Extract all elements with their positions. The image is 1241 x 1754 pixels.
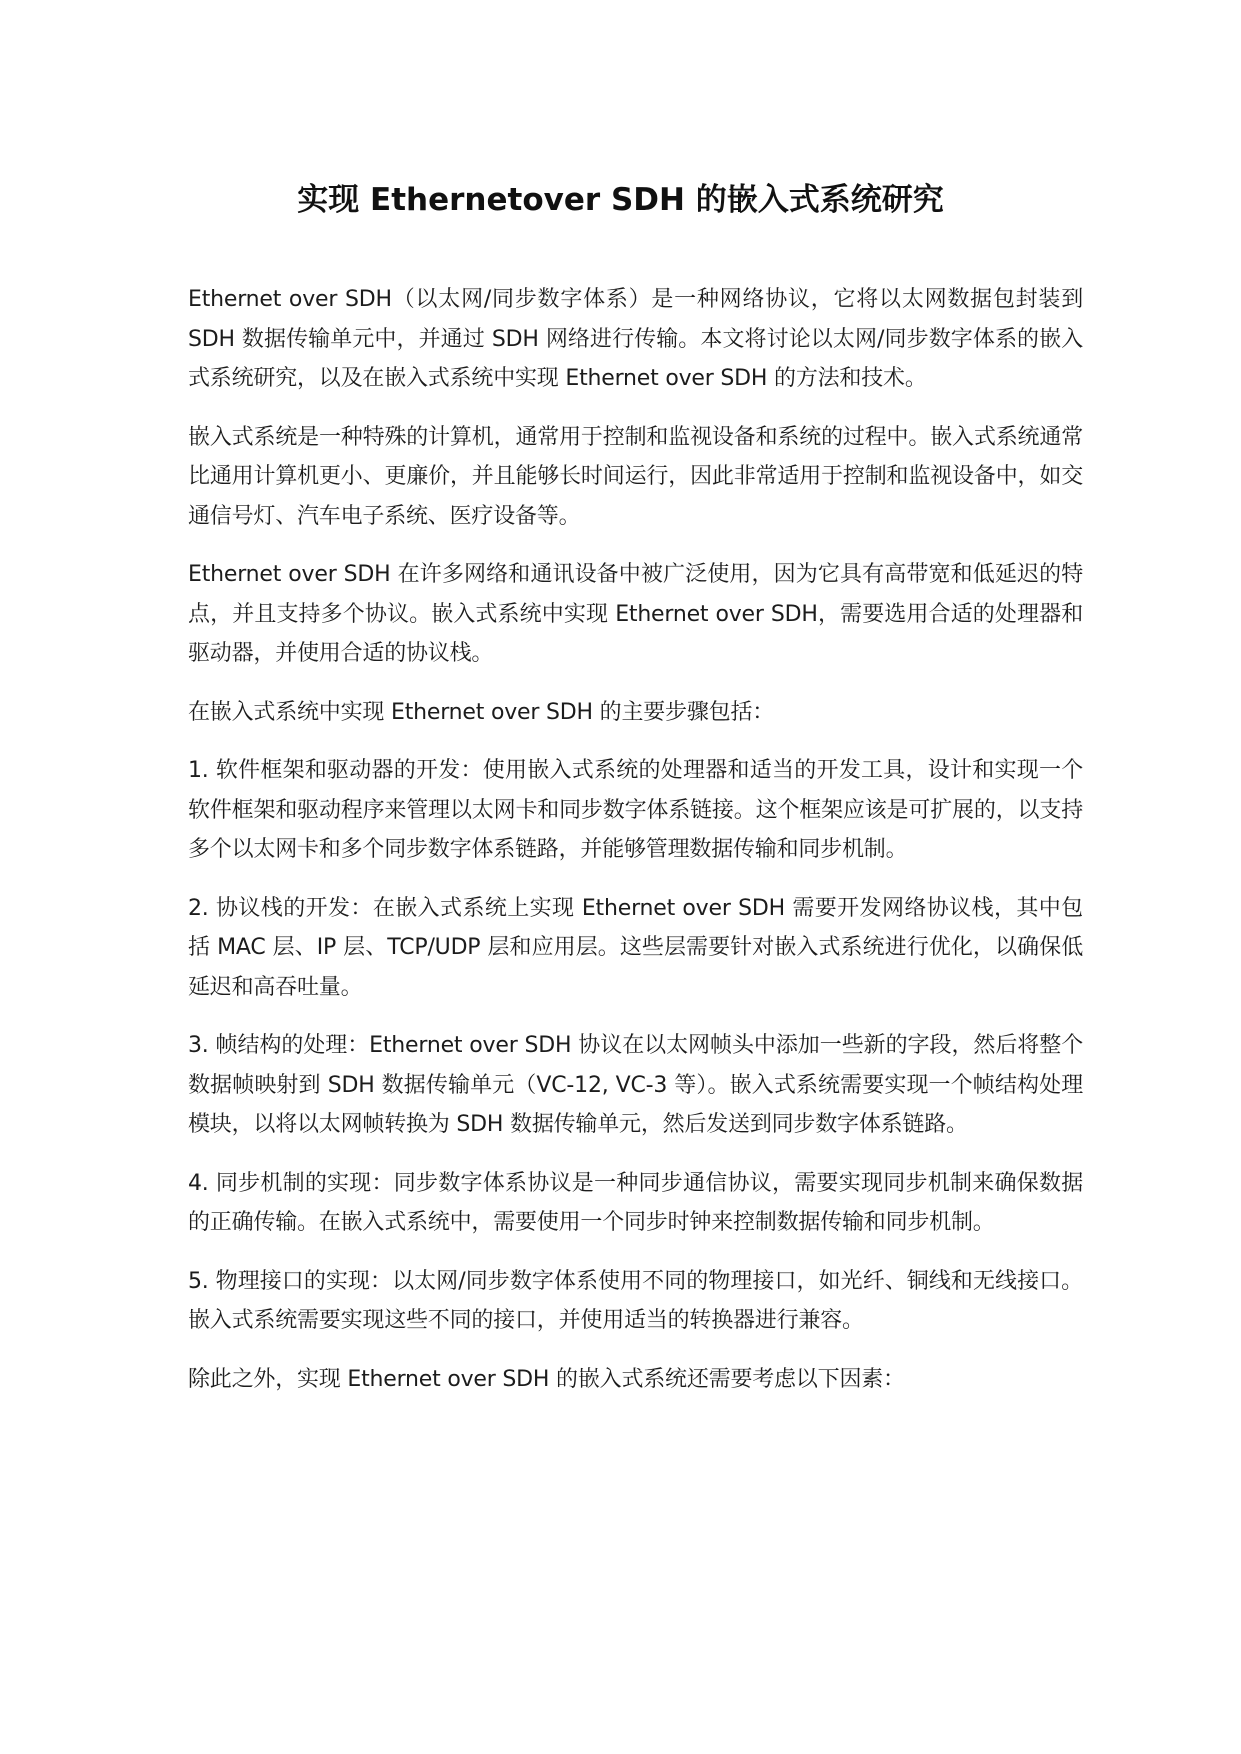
paragraph-step-3: 3. 帧结构的处理：Ethernet over SDH 协议在以太网帧头中添加一些新的字段，然后将整个数据帧映射到 SDH 数据传输单元（VC-12, VC-3 等）。嵌入式系统需要实现一个帧结构处理模块，以将以太网帧转换为 SDH 数据传输单元，然后发送到同步数字体系链路。 xyxy=(188,1033,1083,1137)
paragraph-intro: Ethernet over SDH（以太网/同步数字体系）是一种网络协议，它将以太网数据包封装到 SDH 数据传输单元中，并通过 SDH 网络进行传输。本文将讨论以太网/同步数字体系的嵌入式系统研究，以及在嵌入式系统中实现 Ethernet over SDH 的方法和技术。 xyxy=(188,287,1083,391)
paragraph-steps-intro: 在嵌入式系统中实现 Ethernet over SDH 的主要步骤包括： xyxy=(188,699,775,725)
paragraph-usage: Ethernet over SDH 在许多网络和通讯设备中被广泛使用，因为它具有高带宽和低延迟的特点，并且支持多个协议。嵌入式系统中实现 Ethernet over SDH，需要选用合适的处理器和驱动器，并使用合适的协议栈。 xyxy=(188,562,1083,666)
paragraph-other-factors: 除此之外，实现 Ethernet over SDH 的嵌入式系统还需要考虑以下因素： xyxy=(188,1366,905,1392)
paragraph-step-5: 5. 物理接口的实现：以太网/同步数字体系使用不同的物理接口，如光纤、铜线和无线接口。嵌入式系统需要实现这些不同的接口，并使用适当的转换器进行兼容。 xyxy=(188,1268,1083,1333)
paragraph-embedded-systems: 嵌入式系统是一种特殊的计算机，通常用于控制和监视设备和系统的过程中。嵌入式系统通常比通用计算机更小、更廉价，并且能够长时间运行，因此非常适用于控制和监视设备中，如交通信号灯、汽车电子系统、医疗设备等。 xyxy=(188,424,1083,529)
paragraph-step-2: 2. 协议栈的开发：在嵌入式系统上实现 Ethernet over SDH 需要开发网络协议栈，其中包括 MAC 层、IP 层、TCP/UDP 层和应用层。这些层需要针对嵌入式系统进行优化，以确保低延迟和高吞吐量。 xyxy=(188,895,1083,1000)
document-body xyxy=(188,280,1083,1418)
document-title: 实现 Ethernetover SDH 的嵌入式系统研究 xyxy=(297,182,944,218)
paragraph-step-4: 4. 同步机制的实现：同步数字体系协议是一种同步通信协议，需要实现同步机制来确保数据的正确传输。在嵌入式系统中，需要使用一个同步时钟来控制数据传输和同步机制。 xyxy=(188,1170,1083,1235)
paragraph-step-1: 1. 软件框架和驱动器的开发：使用嵌入式系统的处理器和适当的开发工具，设计和实现一个软件框架和驱动程序来管理以太网卡和同步数字体系链接。这个框架应该是可扩展的，以支持多个以太网卡和多个同步数字体系链路，并能够管理数据传输和同步机制。 xyxy=(188,758,1083,862)
